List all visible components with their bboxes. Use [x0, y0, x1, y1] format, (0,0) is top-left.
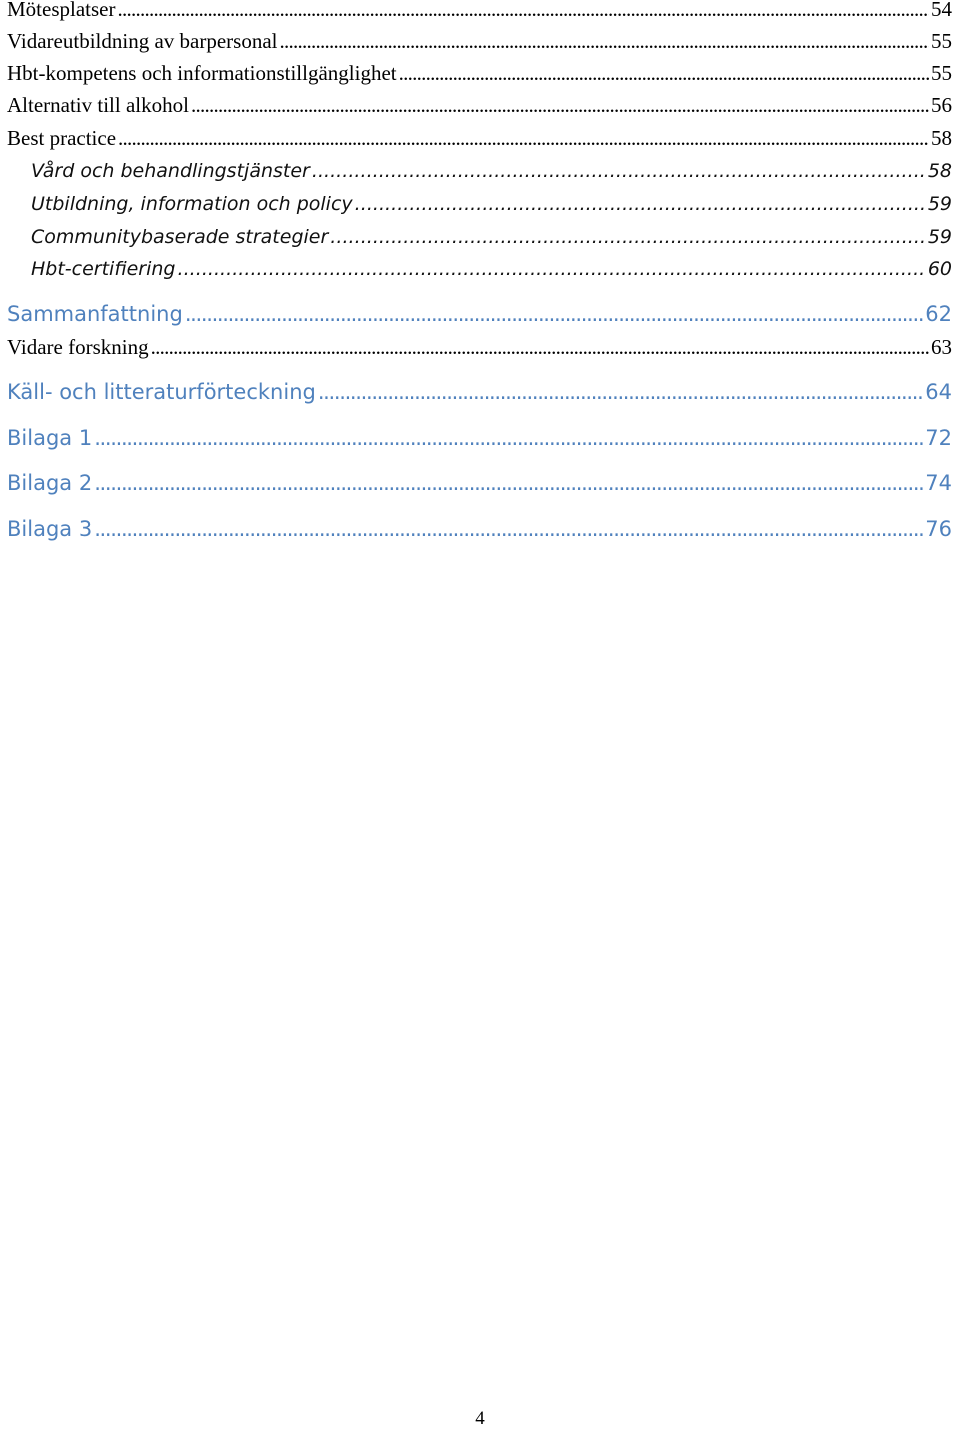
toc-entry-page: 55 [931, 61, 952, 85]
dot-leader [355, 193, 926, 215]
toc-entry-page: 76 [925, 517, 952, 541]
toc-entry-title: Käll- och litteraturförteckning [7, 380, 316, 404]
dot-leader [280, 29, 930, 54]
toc-entry-title: Hbt-kompetens och informationstillgänglighet [7, 61, 397, 85]
toc-entry-title: Bilaga 2 [7, 471, 93, 495]
toc-entry-title: Hbt-certifiering [31, 258, 176, 280]
toc-entry-title: Mötesplatser [7, 0, 116, 21]
toc-entry[interactable] [7, 29, 952, 54]
toc-entry[interactable] [7, 380, 952, 404]
dot-leader [178, 258, 926, 280]
dot-leader [94, 471, 923, 495]
toc-entry[interactable] [7, 0, 952, 22]
toc-entry-title: Bilaga 3 [7, 517, 93, 541]
dot-leader [94, 426, 923, 450]
toc-entry[interactable] [7, 517, 952, 541]
toc-entry[interactable] [31, 258, 952, 280]
toc-entry-page: 64 [925, 380, 952, 404]
dot-leader [399, 61, 929, 86]
dot-leader [185, 302, 923, 326]
toc-entry[interactable] [7, 426, 952, 450]
toc-entry[interactable] [7, 126, 952, 151]
toc-entry[interactable] [7, 61, 952, 86]
dot-leader [191, 93, 929, 118]
toc-entry-title: Vidareutbildning av barpersonal [7, 29, 278, 53]
toc-entry-title: Vidare forskning [7, 335, 149, 359]
dot-leader [312, 160, 926, 182]
toc-entry[interactable] [31, 193, 952, 215]
dot-leader [318, 380, 923, 404]
dot-leader [118, 126, 929, 151]
toc-entry-page: 62 [925, 302, 952, 326]
toc-entry-page: 60 [927, 258, 952, 280]
toc-entry-title: Bilaga 1 [7, 426, 93, 450]
toc-entry[interactable] [7, 471, 952, 495]
dot-leader [151, 335, 929, 360]
toc-entry[interactable] [31, 160, 952, 182]
toc-entry-title: Alternativ till alkohol [7, 93, 189, 117]
toc-entry-page: 74 [925, 471, 952, 495]
toc-entry-page: 54 [931, 0, 952, 21]
toc-entry[interactable] [31, 226, 952, 248]
toc-entry-page: 55 [931, 29, 952, 53]
toc-entry[interactable] [7, 302, 952, 326]
toc-entry[interactable] [7, 93, 952, 118]
toc-entry-title: Best practice [7, 126, 117, 150]
toc-entry-page: 58 [931, 126, 952, 150]
toc-entry-title: Vård och behandlingstjänster [31, 160, 310, 182]
dot-leader [94, 517, 923, 541]
toc-entry-page: 59 [927, 226, 952, 248]
page-number: 4 [475, 1408, 485, 1429]
toc-entry-page: 63 [931, 335, 952, 359]
toc-entry-page: 59 [927, 193, 952, 215]
toc-entry-title: Communitybaserade strategier [31, 226, 329, 248]
toc-entry[interactable] [7, 335, 952, 360]
dot-leader [330, 226, 926, 248]
toc-entry-page: 72 [925, 426, 952, 450]
dot-leader [117, 0, 929, 22]
toc-entry-title: Sammanfattning [7, 302, 183, 326]
toc-entry-page: 56 [931, 93, 952, 117]
toc-entry-title: Utbildning, information och policy [31, 193, 353, 215]
toc-entry-page: 58 [927, 160, 952, 182]
